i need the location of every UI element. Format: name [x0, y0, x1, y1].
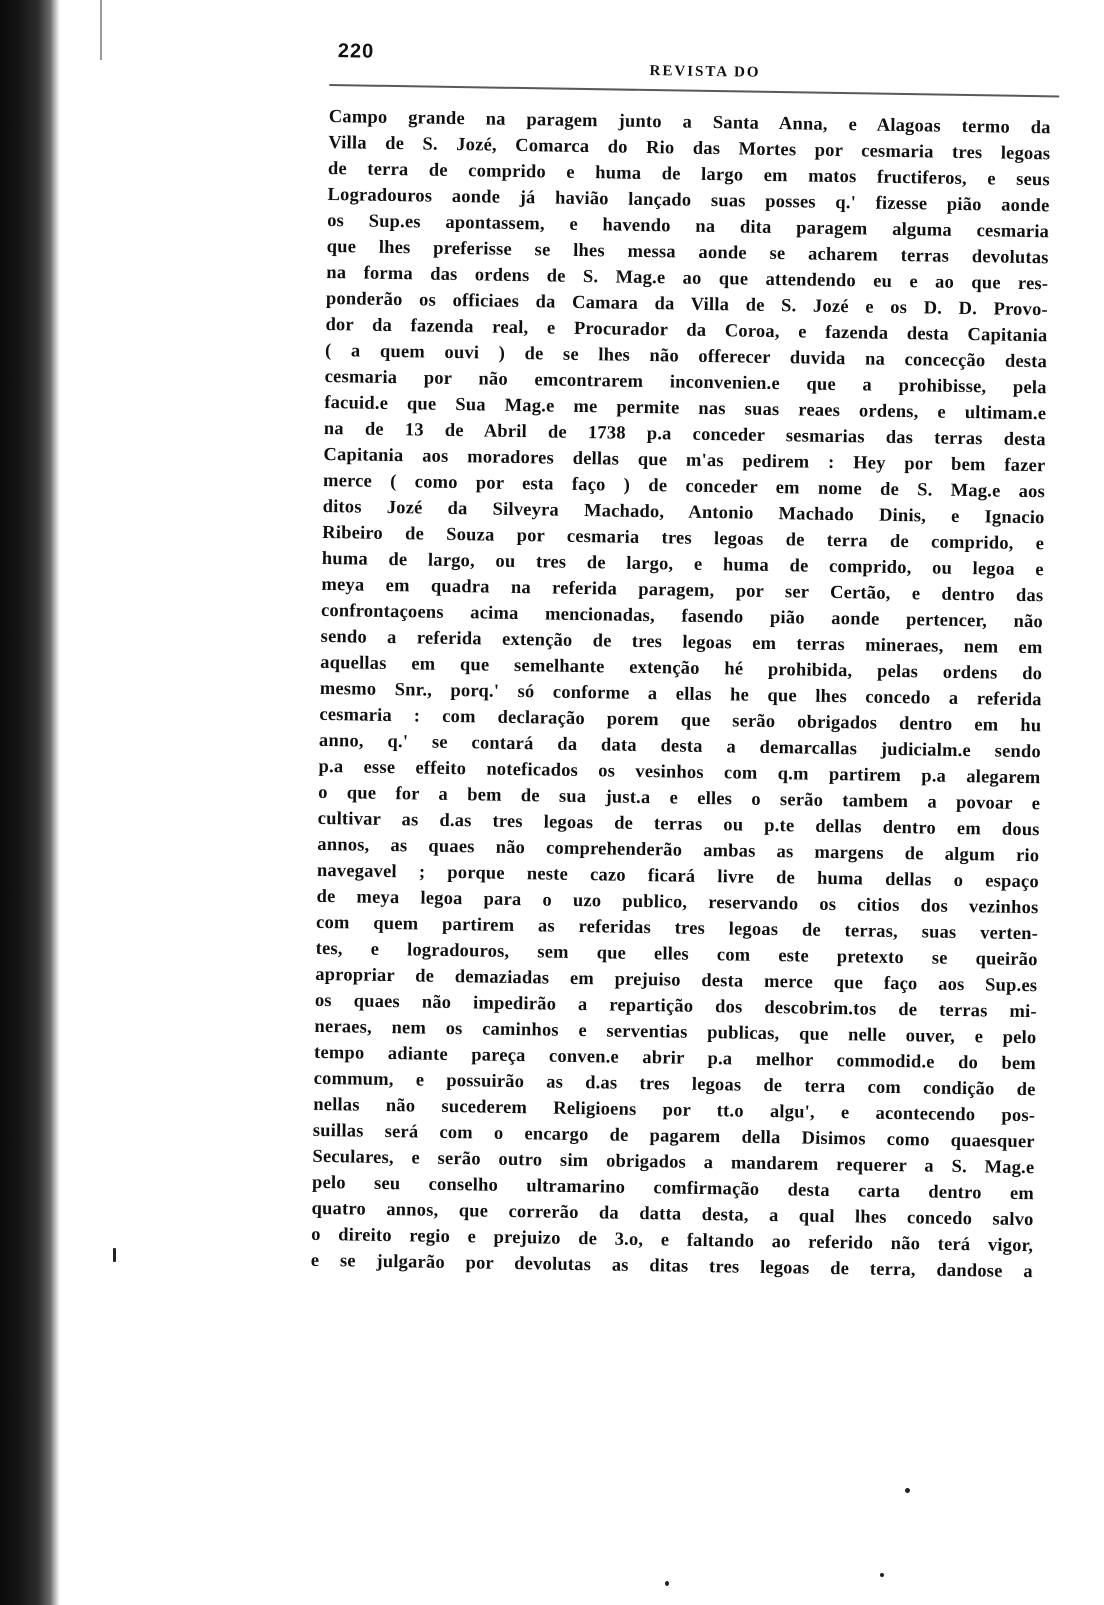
text-line: neraes, nem os caminhos e serventias publicas, que nelle ouver, e pelo — [314, 1016, 1037, 1049]
page-header — [329, 40, 1070, 94]
scan-speck — [905, 1488, 910, 1493]
text-line: os Sup.es apontassem, e havendo na dita paragem alguma cesmaria — [326, 210, 1050, 243]
text-line: facuid.e que Sua Mag.e me permite nas suas reaes ordens, e ultimam.e — [324, 392, 1047, 425]
text-line: confrontaçoens acima mencionadas, fasendo pião aonde pertencer, não — [320, 600, 1044, 633]
text-line: Villa de S. Jozé, Comarca do Rio das Mortes por cesmaria tres legoas — [328, 132, 1051, 165]
text-line: o que for a bem de sua just.a e elles o serão tambem a povoar e — [318, 782, 1041, 815]
text-line: ponderão os officiaes da Camara da Villa de S. Jozé e os D. D. Provo- — [325, 288, 1048, 321]
text-line: p.a esse effeito noteficados os vesinhos com q.m partirem p.a alegarem — [318, 756, 1041, 789]
text-line: quatro annos, que correrão da datta desta, a qual lhes concedo salvo — [311, 1198, 1034, 1231]
page-number: 220 — [337, 40, 375, 63]
scan-speck — [880, 1573, 884, 1577]
running-title: REVISTA DO — [649, 63, 761, 81]
page-content — [311, 40, 1070, 1285]
book-binding-edge — [0, 0, 60, 1605]
text-line: anno, q.' se contará da data desta a demarcallas judicialm.e sendo — [318, 730, 1042, 763]
text-line: o direito regio e prejuizo de 3.o, e faltando ao referido não terá vigor, — [311, 1224, 1034, 1257]
text-line: Campo grande na paragem junto a Santa Anna, e Alagoas termo da — [328, 106, 1051, 139]
text-line: pelo seu conselho ultramarino comfirmação desta carta dentro em — [311, 1172, 1035, 1205]
text-line: tes, e logradouros, sem que elles com este pretexto se queirão — [315, 938, 1038, 971]
text-line: Capitania aos moradores dellas que m'as pedirem : Hey por bem fazer — [323, 444, 1046, 477]
text-line: apropriar de demaziadas em prejuiso desta merce que faço aos Sup.es — [315, 964, 1038, 997]
text-line: os quaes não impedirão a repartição dos descobrim.tos de terras mi- — [314, 990, 1037, 1023]
text-line: de terra de comprido e huma de largo em matos fructiferos, e seus — [327, 158, 1051, 191]
body-text — [311, 104, 1051, 1285]
text-line: meya em quadra na referida paragem, por ser Certão, e dentro das — [321, 574, 1044, 607]
text-line: huma de largo, ou tres de largo, e huma de comprido, ou legoa e — [321, 548, 1044, 581]
text-line: aquellas em que semelhante extenção hé prohibida, pelas ordens do — [320, 652, 1043, 685]
text-line: Logradouros aonde já havião lançado suas posses q.' fizesse pião aonde — [327, 184, 1050, 217]
text-line: na forma das ordens de S. Mag.e ao que attendendo eu e ao que res- — [326, 262, 1049, 295]
text-line: nellas não sucederem Religioens por tt.o algu', e acontecendo pos- — [313, 1094, 1036, 1127]
text-line: cesmaria : com declaração porem que serão obrigados dentro em hu — [319, 704, 1042, 737]
text-line: e se julgarão por devolutas as ditas tres legoas de terra, dandose a — [310, 1250, 1033, 1283]
text-line: merce ( como por esta faço ) de conceder em nome de S. Mag.e aos — [322, 470, 1046, 503]
text-line: cesmaria por não emcontrarem inconvenien.e que a prohibisse, pela — [324, 366, 1047, 399]
header-rule — [329, 84, 1059, 97]
text-line: navegavel ; porque neste cazo ficará livre de huma dellas o espaço — [316, 860, 1040, 893]
text-line: sendo a referida extenção de tres legoas em terras mineraes, nem em — [320, 626, 1043, 659]
text-line: na de 13 de Abril de 1738 p.a conceder sesmarias das terras desta — [323, 418, 1046, 451]
scan-speck — [113, 1248, 116, 1262]
text-line: que lhes preferisse se lhes messa aonde se acharem terras devolutas — [326, 236, 1049, 269]
text-line: suillas será com o encargo de pagarem della Disimos como quaesquer — [312, 1120, 1035, 1153]
text-line: de meya legoa para o uzo publico, reservando os citios dos vezinhos — [316, 886, 1039, 919]
text-line: mesmo Snr., porq.' só conforme a ellas he que lhes concedo a referida — [319, 678, 1042, 711]
text-line: dor da fazenda real, e Procurador da Coroa, e fazenda desta Capitania — [325, 314, 1048, 347]
gutter-mark — [100, 0, 102, 60]
text-line: commum, e possuirão as d.as tres legoas de terra com condição de — [313, 1068, 1036, 1101]
text-line: Ribeiro de Souza por cesmaria tres legoas de terra de comprido, e — [322, 522, 1045, 555]
text-line: com quem partirem as referidas tres legoas de terras, suas verten- — [315, 912, 1039, 945]
text-line: Seculares, e serão outro sim obrigados a mandarem requerer a S. Mag.e — [312, 1146, 1035, 1179]
text-line: annos, as quaes não comprehenderão ambas as margens de algum rio — [317, 834, 1040, 867]
text-line: cultivar as d.as tres legoas de terras ou p.te dellas dentro em dous — [317, 808, 1040, 841]
text-line: ditos Jozé da Silveyra Machado, Antonio Machado Dinis, e Ignacio — [322, 496, 1045, 529]
text-line: tempo adiante pareça conven.e abrir p.a melhor commodid.e do bem — [313, 1042, 1037, 1075]
scan-speck — [665, 1581, 669, 1586]
text-line: ( a quem ouvi ) de se lhes não offerecer duvida na concecção desta — [324, 340, 1048, 373]
